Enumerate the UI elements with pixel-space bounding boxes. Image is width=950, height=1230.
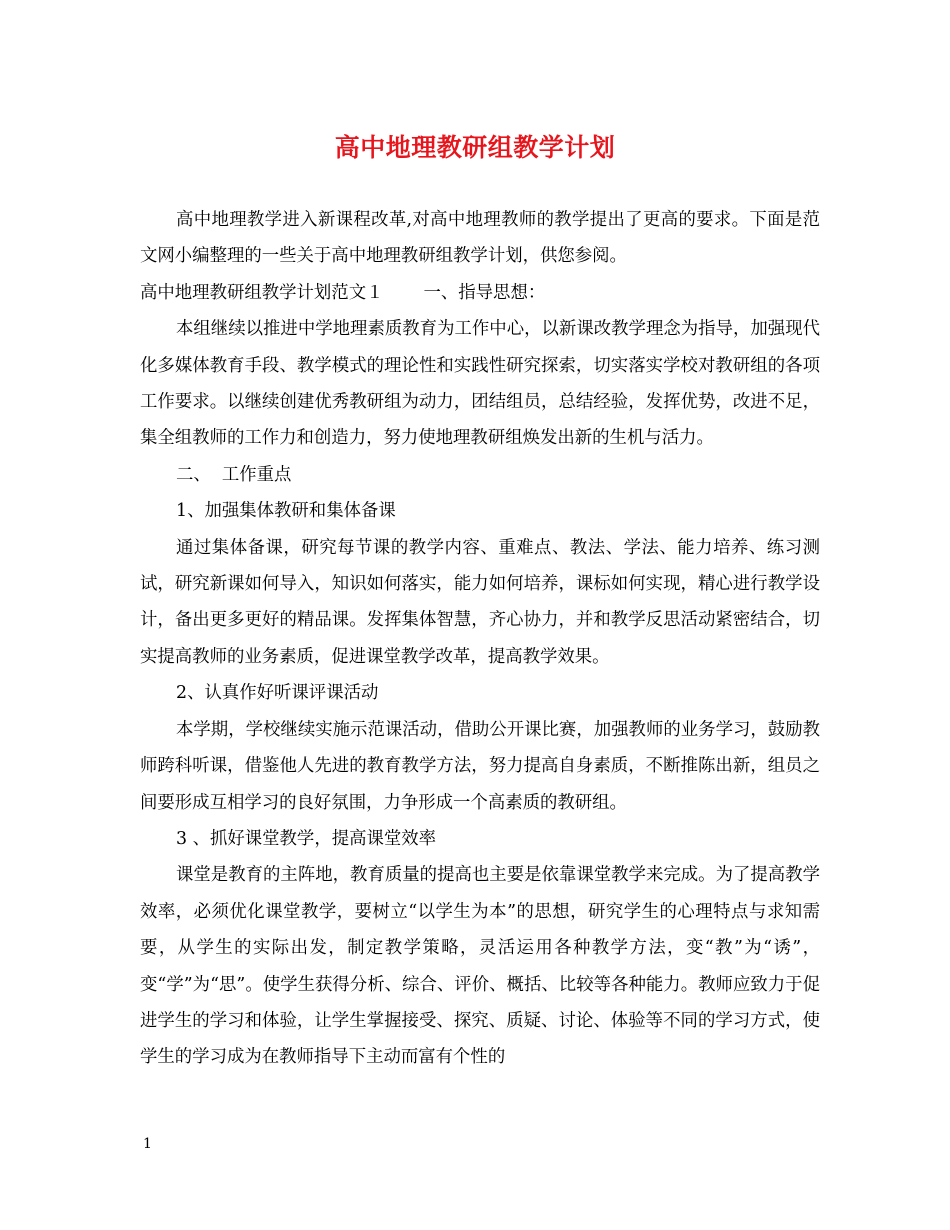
document-title: 高中地理教研组教学计划 [334,133,616,162]
section1-heading: 一、指导思想： [423,282,546,303]
intro-paragraph: 高中地理教学进入新课程改革,对高中地理教师的教学提出了更高的要求。下面是范文网小编整理的一些关于高中地理教研组教学计划，供您参阅。 [140,210,820,267]
item3-paragraph: 课堂是教育的主阵地，教育质量的提高也主要是依靠课堂教学来完成。为了提高教学效率，必须优化课堂教学，要树立“以学生为本”的思想，研究学生的心理特点与求知需要，从学生的实际出发，制定教学策略，灵活运用各种教学方法，变“教”为“诱”，变“学”为“思”。使学生获得分析、综合、评价、概括、比较等各种能力。教师应致力于促进学生的学习和体验，让学生掌握接受、探究、质疑、讨论、体验等不同的学习方式，使学生的学习成为在教师指导下主动而富有个性的 [140,865,820,1068]
sample-label: 高中地理教研组教学计划范文１ [140,282,384,303]
item2-heading: 2、认真作好听课评课活动 [176,683,379,704]
section1-paragraph: 本组继续以推进中学地理素质教育为工作中心，以新课改教学理念为指导，加强现代化多媒体教育手段、教学模式的理论性和实践性研究探索，切实落实学校对教研组的各项工作要求。以继续创建优秀教研组为动力，团结组员，总结经验，发挥优势，改进不足，集全组教师的工作力和创造力，努力使地理教研组焕发出新的生机与活力。 [140,319,820,449]
item3-heading: 3 、抓好课堂教学，提高课堂效率 [176,828,437,849]
item1-paragraph: 通过集体备课，研究每节课的教学内容、重难点、教法、学法、能力培养、练习测试，研究新课如何导入，知识如何落实，能力如何培养，课标如何实现，精心进行教学设计，备出更多更好的精品课。发挥集体智慧，齐心协力，并和教学反思活动紧密结合，切实提高教师的业务素质，促进课堂教学改革，提高教学效果。 [140,537,820,667]
item1-heading: 1、加强集体教研和集体备课 [176,501,396,522]
sample-heading-line [140,275,820,311]
section2-heading: 二、 工作重点 [176,464,292,485]
page-number: 1 [143,1136,152,1152]
item2-paragraph: 本学期，学校继续实施示范课活动，借助公开课比赛，加强教师的业务学习，鼓励教师跨科听课，借鉴他人先进的教育教学方法，努力提高自身素质，不断推陈出新，组员之间要形成互相学习的良好氛围，力争形成一个高素质的教研组。 [140,719,820,813]
document-body [140,202,820,1076]
